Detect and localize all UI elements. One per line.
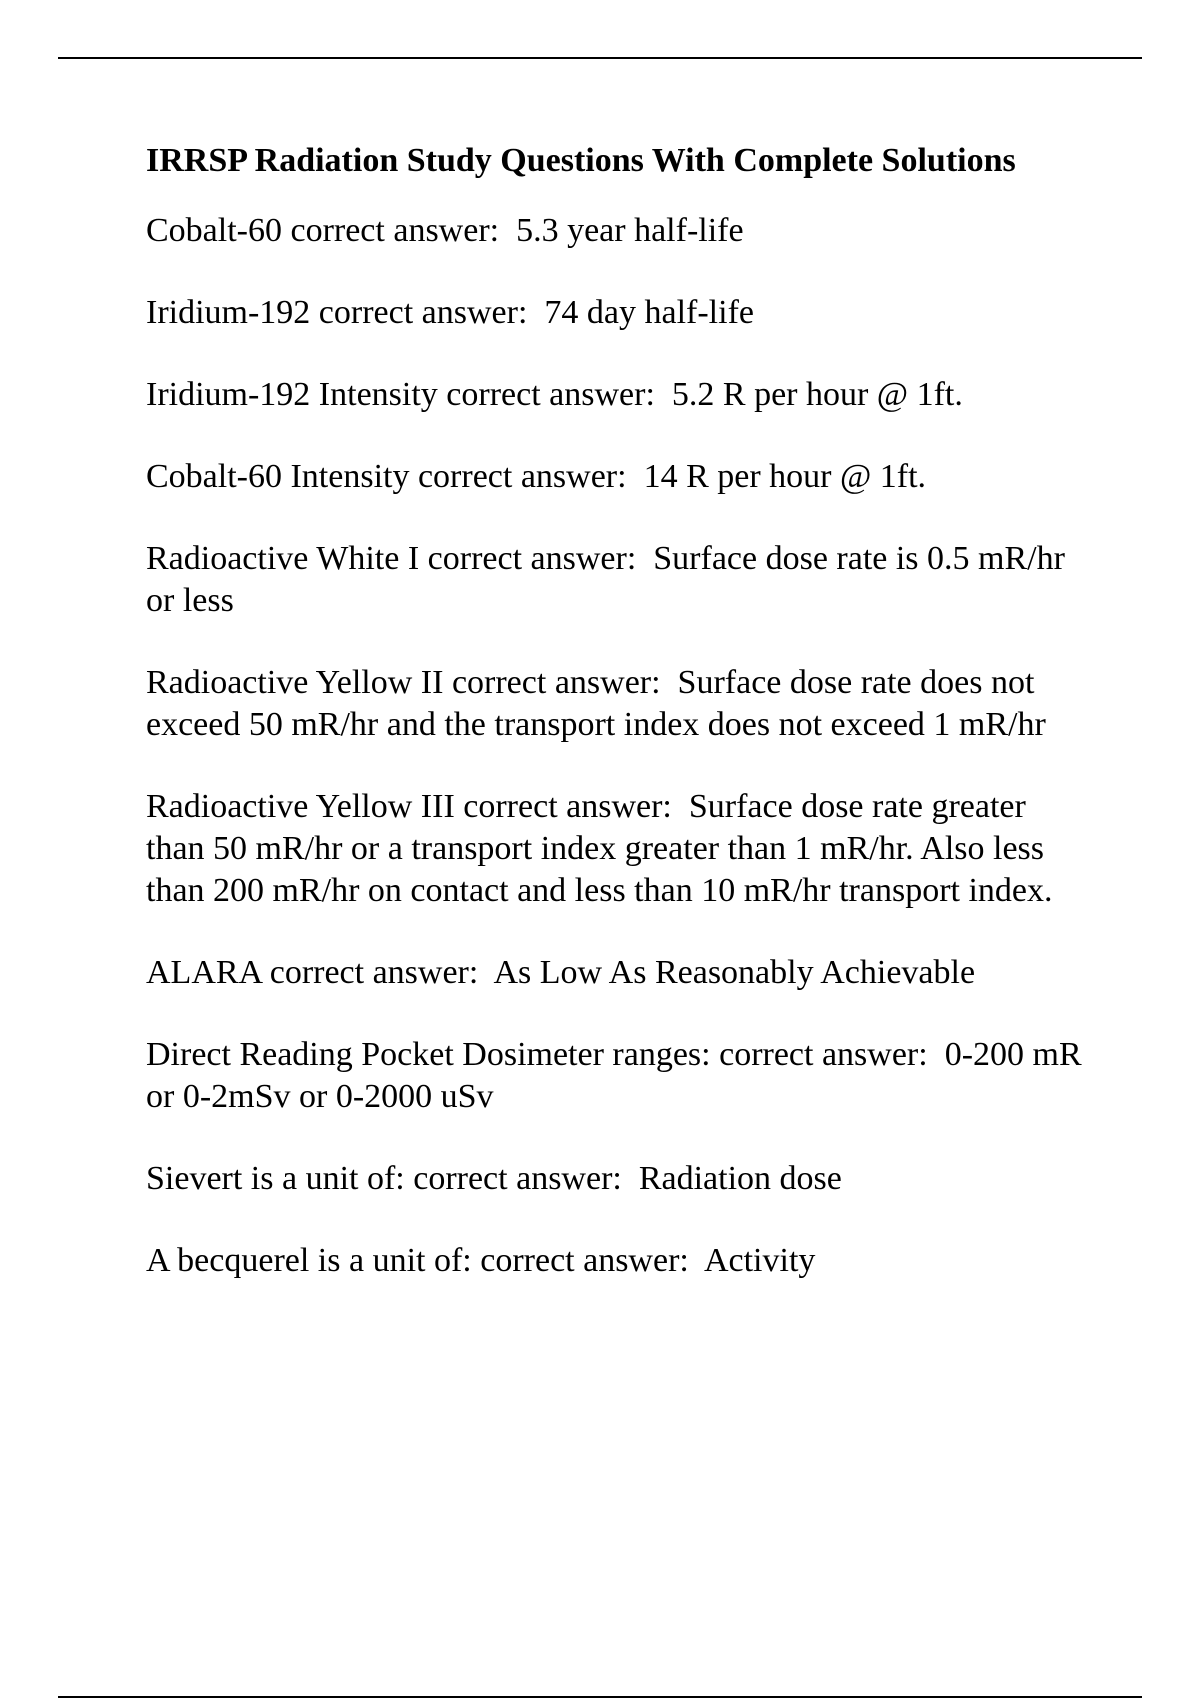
qa-text: A becquerel is a unit of: correct answer: Activity [146, 1242, 816, 1279]
document-body [146, 140, 1091, 1322]
qa-entry [146, 538, 1086, 622]
qa-entry [146, 374, 1086, 416]
document-title: IRRSP Radiation Study Questions With Complete Solutions [146, 142, 1016, 179]
qa-entry [146, 1158, 1086, 1200]
qa-text: Iridium-192 Intensity correct answer: 5.2 R per hour @ 1ft. [146, 376, 963, 413]
qa-text: ALARA correct answer: As Low As Reasonably Achievable [146, 954, 976, 991]
top-rule [58, 57, 1142, 59]
qa-entry [146, 1240, 1086, 1282]
qa-text: Cobalt-60 correct answer: 5.3 year half-life [146, 212, 744, 249]
qa-entry [146, 210, 1086, 252]
qa-text: Radioactive White I correct answer: Surface dose rate is 0.5 mR/hr or less [146, 540, 1074, 619]
qa-text: Sievert is a unit of: correct answer: Radiation dose [146, 1160, 842, 1197]
qa-entry [146, 786, 1086, 912]
qa-entry [146, 1034, 1091, 1118]
qa-entry [146, 662, 1086, 746]
bottom-rule [58, 1696, 1142, 1698]
qa-text: Direct Reading Pocket Dosimeter ranges: correct answer: 0-200 mR or 0-2mSv or 0-2000 uSv [146, 1036, 1091, 1115]
qa-text: Cobalt-60 Intensity correct answer: 14 R per hour @ 1ft. [146, 458, 927, 495]
qa-entry [146, 456, 1086, 498]
qa-text: Radioactive Yellow II correct answer: Surface dose rate does not exceed 50 mR/hr and the transport index does not exceed 1 mR/hr [146, 664, 1046, 743]
qa-text: Iridium-192 correct answer: 74 day half-life [146, 294, 754, 331]
qa-entry [146, 952, 1086, 994]
qa-entry [146, 292, 1086, 334]
qa-text: Radioactive Yellow III correct answer: Surface dose rate greater than 50 mR/hr or a transport index greater than 1 mR/hr. Also less than 200 mR/hr on contact and less than 10 mR/hr transport index. [146, 788, 1053, 909]
